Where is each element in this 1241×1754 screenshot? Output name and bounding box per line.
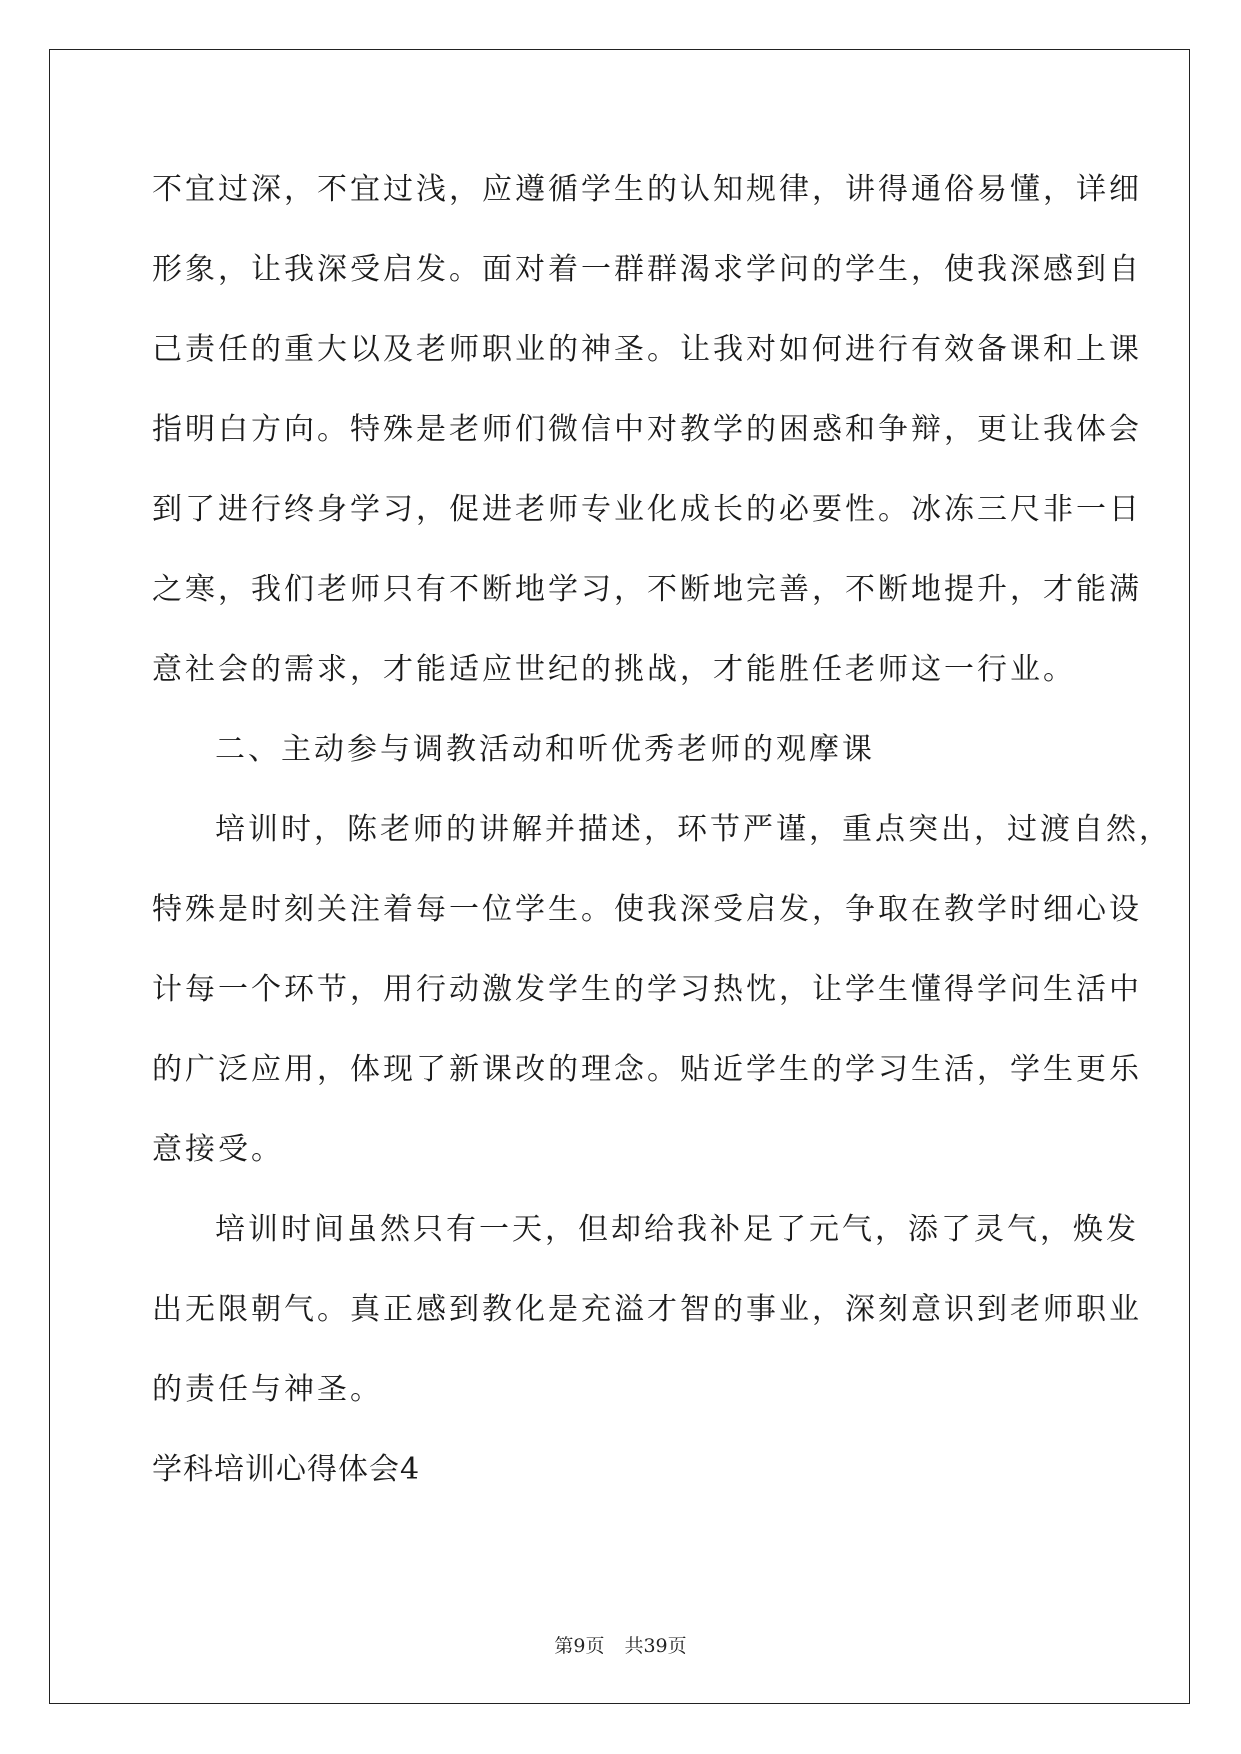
text-line: 计每一个环节，用行动激发学生的学习热忱，让学生懂得学问生活中 (152, 972, 1142, 1007)
article-title: 学科培训心得体会4 (152, 1452, 421, 1487)
text-line: 出无限朝气。真正感到教化是充溢才智的事业，深刻意识到老师职业 (152, 1292, 1142, 1327)
text-line: 到了进行终身学习，促进老师专业化成长的必要性。冰冻三尺非一日 (152, 492, 1142, 527)
document-body (152, 150, 1172, 1510)
text-line: 己责任的重大以及老师职业的神圣。让我对如何进行有效备课和上课 (152, 332, 1142, 367)
text-line: 培训时间虽然只有一天，但却给我补足了元气，添了灵气，焕发 (215, 1212, 1139, 1247)
page-total: 共39页 (624, 1635, 687, 1657)
text-line: 特殊是时刻关注着每一位学生。使我深受启发，争取在教学时细心设 (152, 892, 1142, 927)
text-line: 之寒，我们老师只有不断地学习，不断地完善，不断地提升，才能满 (152, 572, 1142, 607)
text-line: 指明白方向。特殊是老师们微信中对教学的困惑和争辩，更让我体会 (152, 412, 1142, 447)
text-line: 意接受。 (152, 1132, 284, 1167)
text-line: 意社会的需求，才能适应世纪的挑战，才能胜任老师这一行业。 (152, 652, 1076, 687)
text-line: 培训时，陈老师的讲解并描述，环节严谨，重点突出，过渡自然， (215, 812, 1172, 847)
text-line: 的广泛应用，体现了新课改的理念。贴近学生的学习生活，学生更乐 (152, 1052, 1142, 1087)
text-line: 的责任与神圣。 (152, 1372, 383, 1407)
text-line: 不宜过深，不宜过浅，应遵循学生的认知规律，讲得通俗易懂，详细 (152, 172, 1142, 207)
page-number: 第9页 (554, 1635, 605, 1657)
text-line: 形象，让我深受启发。面对着一群群渴求学问的学生，使我深感到自 (152, 252, 1142, 287)
section-heading: 二、主动参与调教活动和听优秀老师的观摩课 (215, 732, 875, 767)
page-footer (0, 1631, 1241, 1658)
